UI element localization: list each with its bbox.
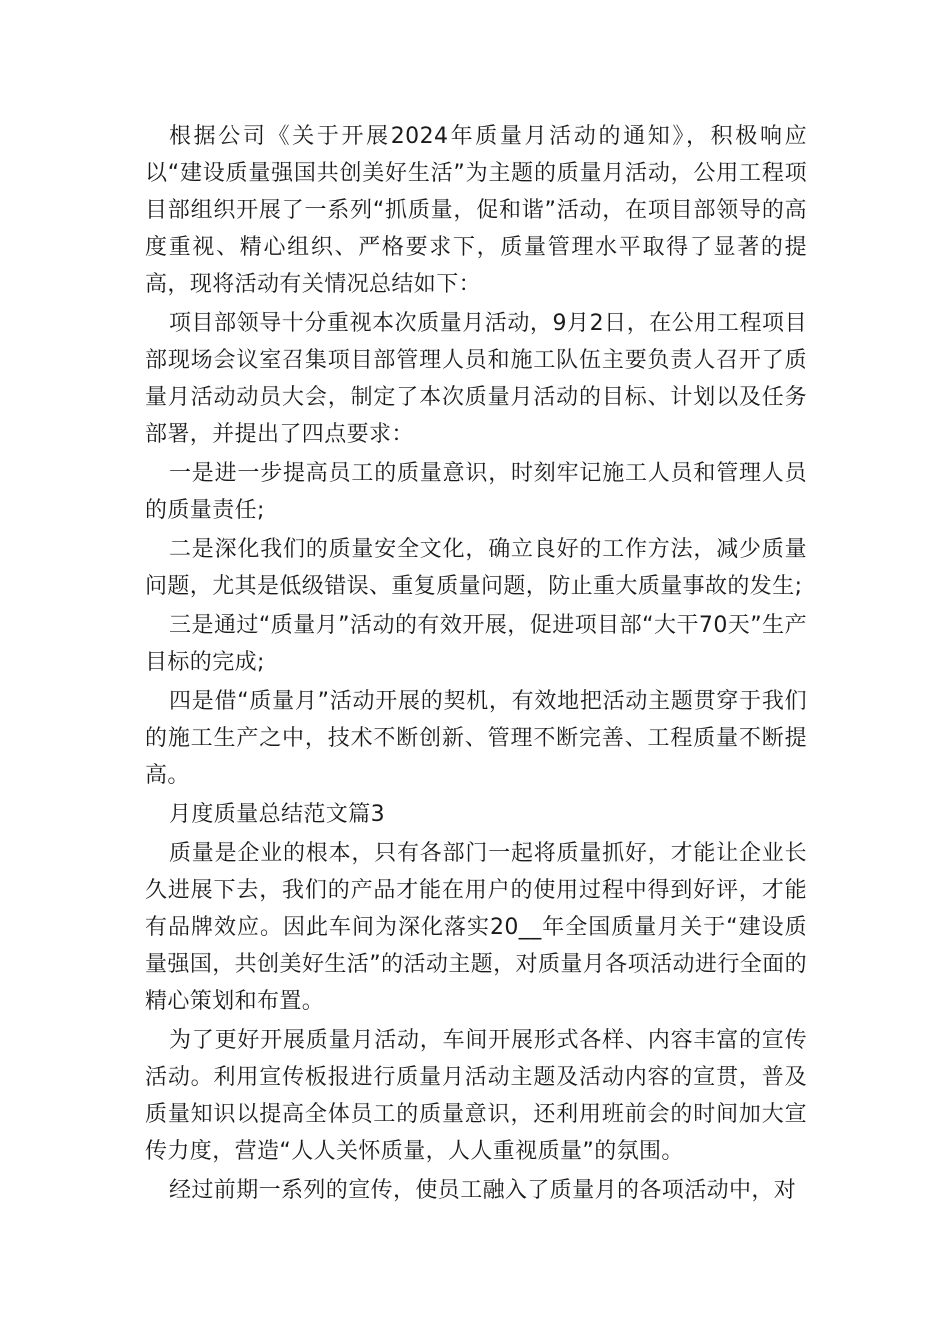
paragraph-quality-foundation: 质量是企业的根本，只有各部门一起将质量抓好，才能让企业长久进展下去，我们的产品才能在用户的使用过程中得到好评，才能有品牌效应。因此车间为深化落实20__年全国质量月关于“建设质量强国，共创美好生活”的活动主题，对质量月各项活动进行全面的精心策划和布置。: [145, 841, 807, 1014]
paragraph-after-promotion: 经过前期一系列的宣传，使员工融入了质量月的各项活动中，对: [169, 1178, 797, 1203]
document-page: [145, 118, 807, 1211]
paragraph-requirement-4: 四是借“质量月”活动开展的契机，有效地把活动主题贯穿于我们的施工生产之中，技术不断创新、管理不断完善、工程质量不断提高。: [145, 689, 807, 788]
paragraph-requirement-2: 二是深化我们的质量安全文化，确立良好的工作方法，减少质量问题，尤其是低级错误、重复质量问题，防止重大质量事故的发生;: [145, 537, 807, 599]
paragraph-requirement-1: 一是进一步提高员工的质量意识，时刻牢记施工人员和管理人员的质量责任;: [145, 461, 807, 523]
section-heading: 月度质量总结范文篇3: [169, 802, 385, 827]
paragraph-meeting: 项目部领导十分重视本次质量月活动，9月2日，在公用工程项目部现场会议室召集项目部管理人员和施工队伍主要负责人召开了质量月活动动员大会，制定了本次质量月活动的目标、计划以及任务部署，并提出了四点要求：: [145, 311, 807, 447]
paragraph-intro: 根据公司《关于开展2024年质量月活动的通知》，积极响应以“建设质量强国共创美好生活”为主题的质量月活动，公用工程项目部组织开展了一系列“抓质量，促和谐”活动，在项目部领导的高度重视、精心组织、严格要求下，质量管理水平取得了显著的提高，现将活动有关情况总结如下：: [145, 124, 807, 297]
paragraph-requirement-3: 三是通过“质量月”活动的有效开展，促进项目部“大干70天”生产目标的完成;: [145, 613, 807, 675]
paragraph-promotion: 为了更好开展质量月活动，车间开展形式各样、内容丰富的宣传活动。利用宣传板报进行质量月活动主题及活动内容的宣贯，普及质量知识以提高全体员工的质量意识，还利用班前会的时间加大宣传力度，营造“人人关怀质量，人人重视质量”的氛围。: [145, 1028, 807, 1164]
